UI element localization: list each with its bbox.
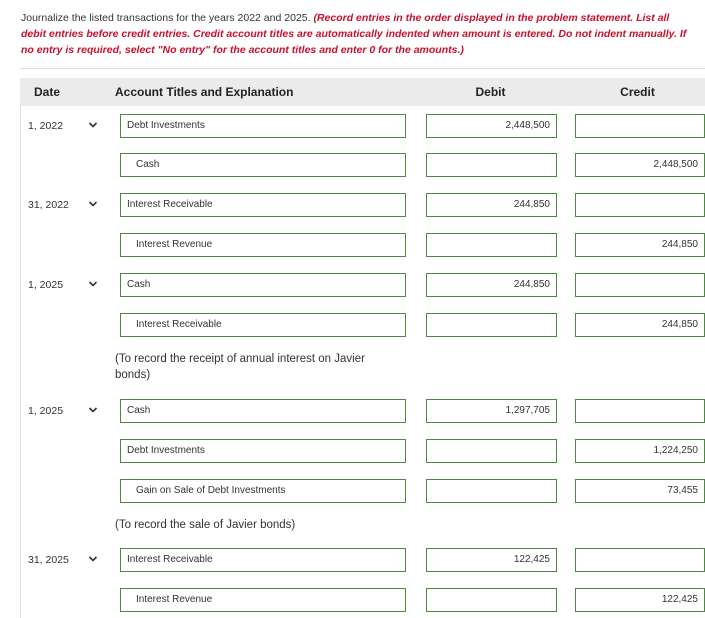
credit-amount-input[interactable] — [575, 233, 705, 257]
date-select[interactable] — [20, 273, 100, 297]
account-title-input[interactable] — [120, 153, 406, 177]
account-title-value: Cash — [127, 279, 151, 290]
explanation-text: (To record the receipt of annual interest on Javier bonds) — [115, 353, 365, 381]
credit-amount-input[interactable] — [575, 193, 705, 217]
credit-amount-input[interactable] — [575, 273, 705, 297]
chevron-down-icon — [88, 404, 98, 416]
date-select[interactable] — [20, 548, 100, 572]
account-title-input[interactable] — [120, 233, 406, 257]
explanation-text: (To record the sale of Javier bonds) — [115, 519, 296, 531]
account-title-input[interactable] — [120, 399, 406, 423]
credit-amount-input[interactable] — [575, 153, 705, 177]
debit-header-label: Debit — [475, 85, 506, 99]
debit-amount-value: 2,448,500 — [505, 120, 550, 131]
account-column-header — [115, 78, 411, 106]
account-title-value: Gain on Sale of Debt Investments — [136, 485, 286, 496]
debit-amount-input[interactable] — [426, 193, 557, 217]
account-title-input[interactable] — [120, 193, 406, 217]
account-title-input[interactable] — [120, 548, 406, 572]
date-value: 31, 2025 — [28, 554, 69, 566]
account-title-value: Debt Investments — [127, 120, 205, 131]
debit-amount-input[interactable] — [426, 233, 557, 257]
chevron-down-icon — [88, 553, 98, 565]
debit-amount-input[interactable] — [426, 153, 557, 177]
date-header-label: Date — [34, 85, 61, 99]
debit-amount-value: 244,850 — [513, 279, 550, 290]
date-value: 1, 2022 — [28, 120, 64, 132]
debit-amount-input[interactable] — [426, 588, 557, 612]
debit-amount-value: 244,850 — [513, 199, 550, 210]
account-title-value: Interest Receivable — [127, 554, 213, 565]
credit-amount-input[interactable] — [575, 114, 705, 138]
credit-amount-value: 1,224,250 — [653, 445, 698, 456]
chevron-down-icon — [88, 278, 98, 290]
divider — [20, 68, 705, 69]
entry-explanation — [115, 351, 395, 383]
debit-column-header — [411, 78, 570, 106]
debit-amount-input[interactable] — [426, 479, 557, 503]
date-select[interactable] — [20, 399, 100, 423]
table-left-border — [20, 106, 21, 618]
credit-header-label: Credit — [620, 85, 655, 99]
account-title-value: Interest Receivable — [136, 319, 222, 330]
credit-amount-value: 73,455 — [667, 485, 698, 496]
instructions — [21, 10, 693, 58]
account-title-input[interactable] — [120, 479, 406, 503]
debit-amount-value: 122,425 — [513, 554, 550, 565]
date-value: 1, 2025 — [28, 279, 64, 291]
account-title-input[interactable] — [120, 114, 406, 138]
account-title-input[interactable] — [120, 313, 406, 337]
date-value: 1, 2025 — [28, 405, 64, 417]
credit-amount-value: 122,425 — [661, 594, 698, 605]
account-title-input[interactable] — [120, 588, 406, 612]
account-title-value: Debt Investments — [127, 445, 205, 456]
entry-explanation — [115, 517, 395, 533]
instructions-emphasis: (Record entries in the order displayed in the problem statement. List all debit entries before credit entries. Credit account titles are automatically indented when amount is entered. Do not indent manually. If no entry is required, select "No entry" for the account titles and enter 0 for the amounts.) — [21, 12, 687, 56]
debit-amount-input[interactable] — [426, 114, 557, 138]
credit-amount-input[interactable] — [575, 439, 705, 463]
debit-amount-input[interactable] — [426, 548, 557, 572]
credit-amount-input[interactable] — [575, 548, 705, 572]
instructions-text: Journalize the listed transactions for the years 2022 and 2025. — [21, 12, 314, 24]
account-title-input[interactable] — [120, 439, 406, 463]
account-title-value: Interest Revenue — [136, 239, 213, 250]
credit-amount-input[interactable] — [575, 479, 705, 503]
credit-amount-value: 244,850 — [661, 319, 698, 330]
chevron-down-icon — [88, 119, 98, 131]
chevron-down-icon — [88, 198, 98, 210]
credit-amount-value: 244,850 — [661, 239, 698, 250]
debit-amount-input[interactable] — [426, 399, 557, 423]
debit-amount-value: 1,297,705 — [505, 405, 550, 416]
debit-amount-input[interactable] — [426, 273, 557, 297]
account-title-value: Interest Revenue — [136, 594, 213, 605]
credit-amount-input[interactable] — [575, 588, 705, 612]
debit-amount-input[interactable] — [426, 439, 557, 463]
credit-column-header — [570, 78, 705, 106]
date-value: 31, 2022 — [28, 199, 69, 211]
credit-amount-input[interactable] — [575, 313, 705, 337]
credit-amount-input[interactable] — [575, 399, 705, 423]
date-select[interactable] — [20, 193, 100, 217]
debit-amount-input[interactable] — [426, 313, 557, 337]
date-select[interactable] — [20, 114, 100, 138]
account-title-input[interactable] — [120, 273, 406, 297]
account-title-value: Cash — [136, 159, 160, 170]
account-title-value: Cash — [127, 405, 151, 416]
credit-amount-value: 2,448,500 — [653, 159, 698, 170]
account-header-label: Account Titles and Explanation — [115, 85, 294, 99]
date-column-header — [20, 78, 115, 106]
account-title-value: Interest Receivable — [127, 199, 213, 210]
